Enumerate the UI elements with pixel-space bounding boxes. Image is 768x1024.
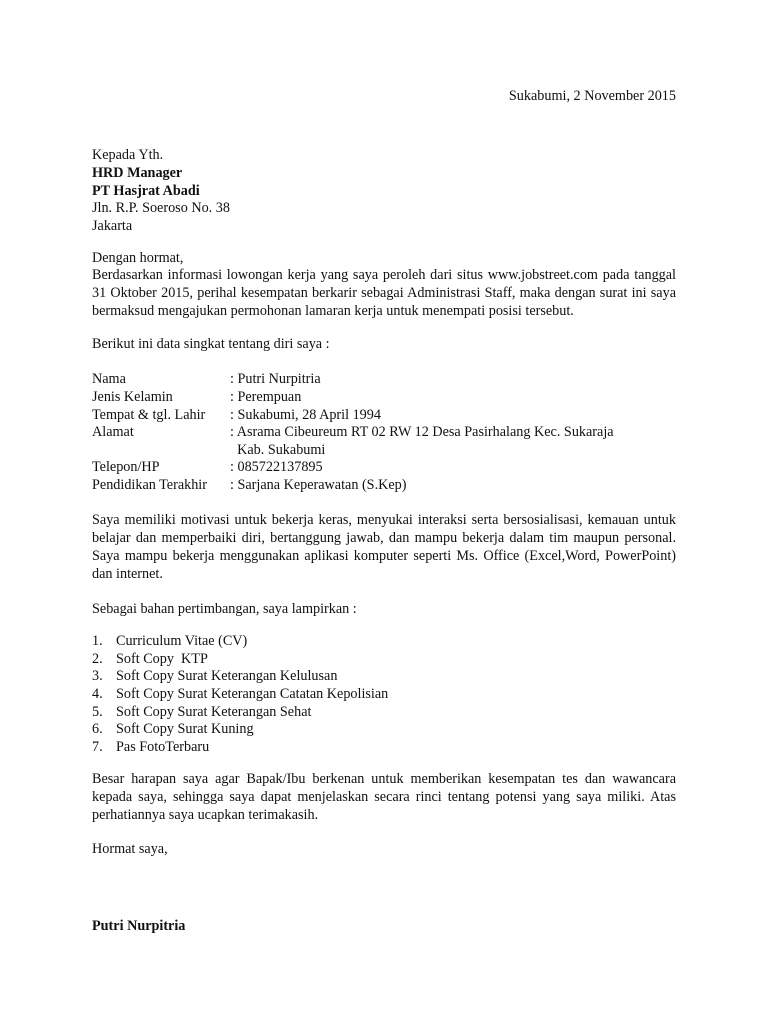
motivation-line: Saya mampu bekerja menggunakan aplikasi komputer seperti Ms. Office (Excel,Word, PowerPoint) (92, 548, 676, 565)
list-text: Soft Copy KTP (116, 651, 208, 667)
motivation-line: dan internet. (92, 566, 163, 583)
list-text: Soft Copy Surat Keterangan Catatan Kepolisian (116, 686, 389, 702)
list-number: 5. (92, 704, 103, 720)
data-value: : 085722137895 (230, 459, 323, 475)
list-item (92, 720, 254, 738)
list-text: Soft Copy Surat Keterangan Kelulusan (116, 668, 338, 684)
data-row-alamat-cont (92, 441, 325, 459)
data-row-pendidikan (92, 476, 406, 494)
closing-paragraph (92, 770, 676, 824)
recipient-city: Jakarta (92, 218, 133, 234)
data-value: : Sarjana Keperawatan (S.Kep) (230, 477, 407, 493)
regards: Hormat saya, (92, 841, 168, 857)
list-number: 1. (92, 633, 103, 649)
closing-line: perhatiannya saya ucapkan terimakasih. (92, 807, 319, 824)
data-value: : Asrama Cibeureum RT 02 RW 12 Desa Pasirhalang Kec. Sukaraja (230, 424, 614, 440)
attachment-intro: Sebagai bahan pertimbangan, saya lampirkan : (92, 601, 357, 617)
intro-line: bermaksud mengajukan permohonan lamaran kerja untuk menempati posisi tersebut. (92, 303, 574, 320)
intro-line: Berdasarkan informasi lowongan kerja yang saya peroleh dari situs www.jobstreet.com pada tanggal (92, 267, 676, 283)
data-value: : Perempuan (230, 389, 302, 405)
list-text: Soft Copy Surat Keterangan Sehat (116, 704, 312, 720)
closing-line: Besar harapan saya agar Bapak/Ibu berkenan untuk memberikan kesempatan tes dan wawancara (92, 771, 676, 787)
list-number: 4. (92, 686, 103, 702)
list-text: Soft Copy Surat Kuning (116, 721, 254, 737)
list-item (92, 738, 209, 756)
list-item (92, 650, 208, 668)
list-number: 2. (92, 651, 103, 667)
list-number: 6. (92, 721, 103, 737)
data-row-nama (92, 370, 321, 388)
data-row-telepon (92, 458, 323, 476)
list-number: 7. (92, 739, 103, 755)
intro-line: 31 Oktober 2015, perihal kesempatan berkarir sebagai Administrasi Staff, maka dengan surat ini saya (92, 285, 676, 302)
data-value: : Putri Nurpitria (230, 371, 321, 387)
signature-name: Putri Nurpitria (92, 918, 186, 934)
motivation-line: belajar dan memperbaiki diri, bertanggung jawab, dan mampu bekerja dalam tim maupun personal. (92, 530, 676, 547)
data-row-alamat (92, 423, 614, 441)
motivation-paragraph (92, 511, 676, 583)
closing-line: kepada saya, sehingga saya dapat menjelaskan secara rinci tentang potensi yang saya miliki. Atas (92, 789, 676, 806)
recipient-greeting: Kepada Yth. (92, 147, 164, 163)
data-label: Pendidikan Terakhir (92, 477, 207, 493)
list-text: Pas FotoTerbaru (116, 739, 210, 755)
data-row-ttl (92, 406, 381, 424)
data-label: Telepon/HP (92, 459, 160, 475)
recipient-address: Jln. R.P. Soeroso No. 38 (92, 200, 230, 216)
motivation-line: Saya memiliki motivasi untuk bekerja keras, menyukai interaksi serta bersosialisasi, kemauan untuk (92, 512, 676, 528)
recipient-company: PT Hasjrat Abadi (92, 183, 200, 199)
data-label: Alamat (92, 424, 134, 440)
list-item (92, 685, 388, 703)
recipient-position: HRD Manager (92, 165, 183, 181)
list-item (92, 632, 247, 650)
letter-date: Sukabumi, 2 November 2015 (508, 88, 676, 104)
list-text: Curriculum Vitae (CV) (116, 633, 248, 649)
data-value: : Sukabumi, 28 April 1994 (230, 407, 381, 423)
data-value: Kab. Sukabumi (230, 442, 326, 458)
data-label: Tempat & tgl. Lahir (92, 407, 206, 423)
data-label: Nama (92, 371, 126, 387)
list-number: 3. (92, 668, 103, 684)
list-item (92, 667, 337, 685)
intro-paragraph (92, 266, 676, 320)
salutation: Dengan hormat, (92, 250, 184, 266)
data-row-jenis-kelamin (92, 388, 301, 406)
data-label: Jenis Kelamin (92, 389, 173, 405)
list-item (92, 703, 311, 721)
data-intro: Berikut ini data singkat tentang diri saya : (92, 336, 330, 352)
